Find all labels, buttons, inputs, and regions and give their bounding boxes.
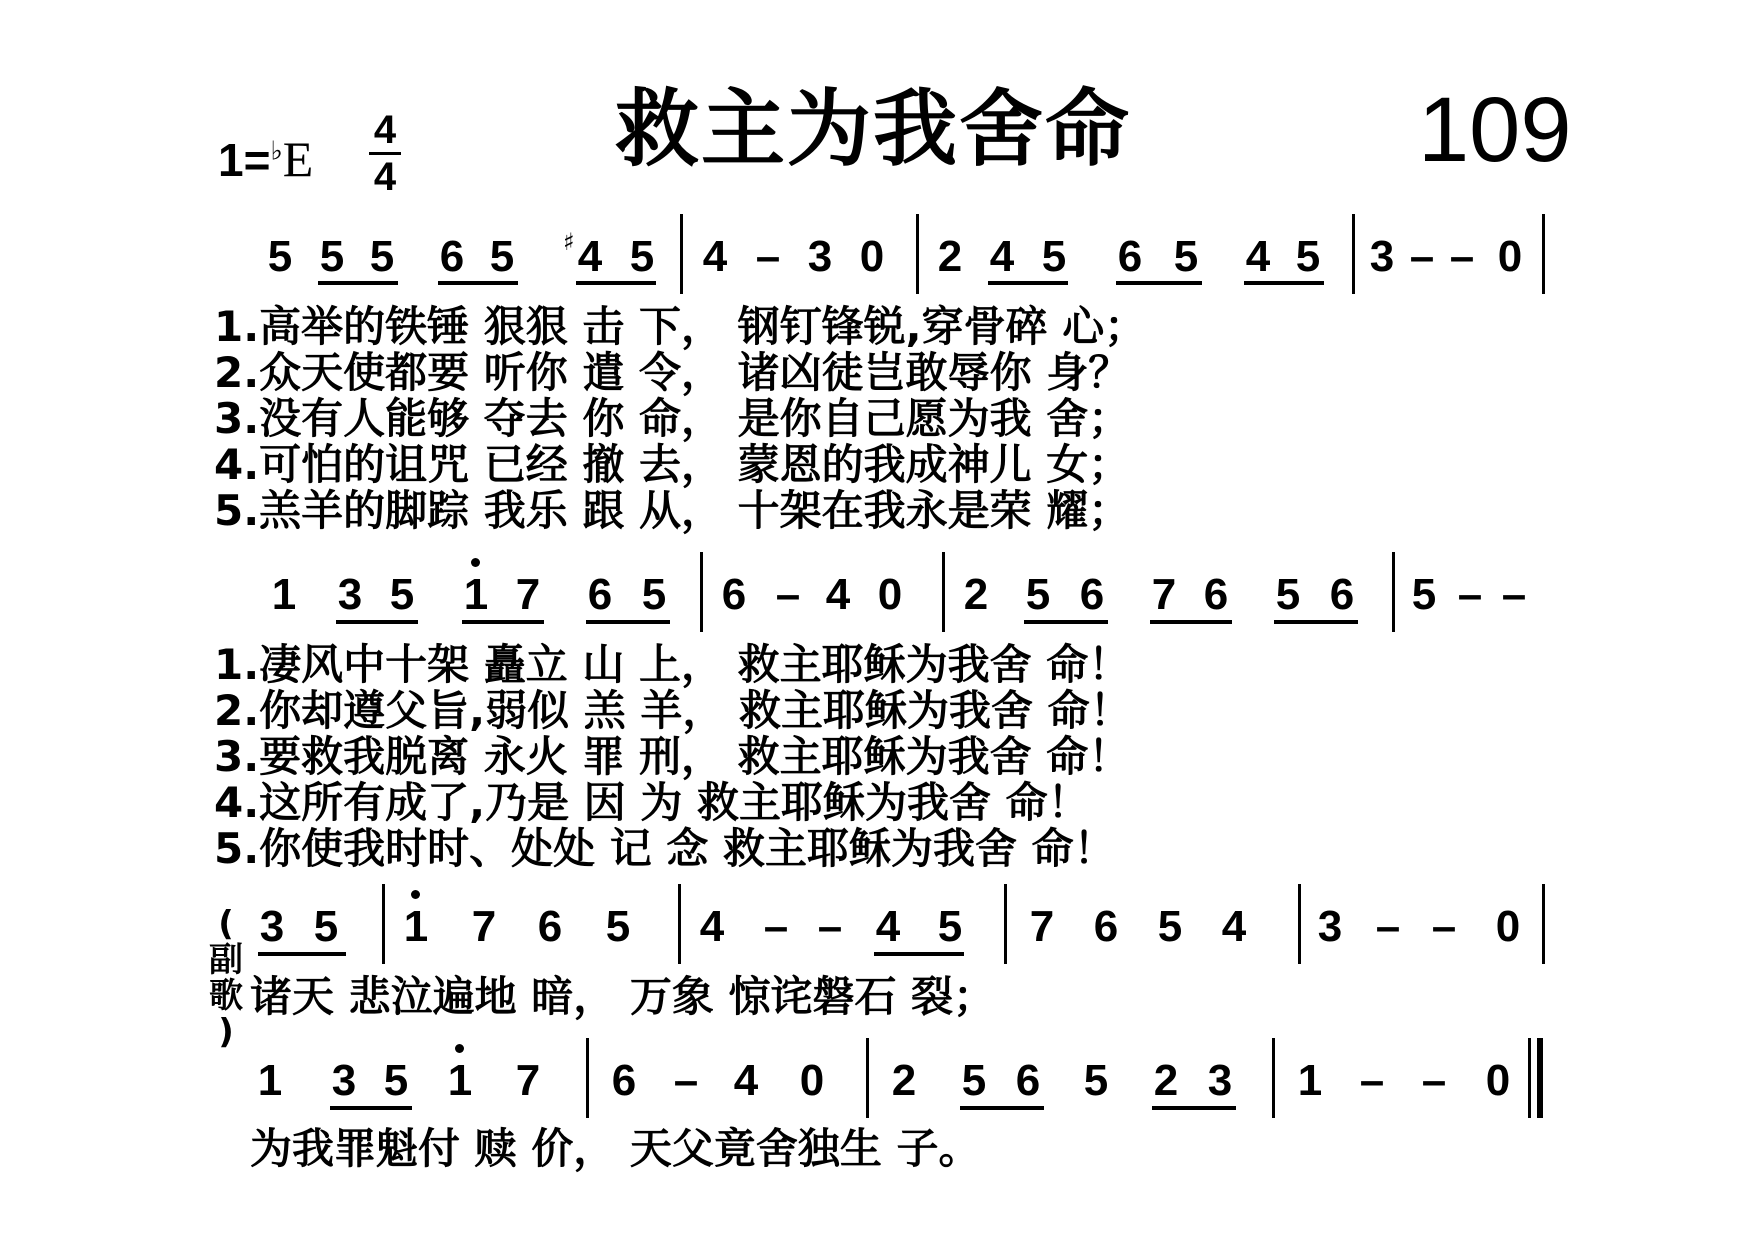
eighth-beam (960, 1106, 1044, 1110)
note: 5 (1295, 232, 1321, 281)
note: 5 (937, 902, 963, 951)
eighth-beam (462, 620, 544, 624)
key-prefix: 1= (218, 134, 271, 186)
note: – (1449, 232, 1475, 281)
lyric-line: 1.高举的铁锤 狠狠 击 下， 钢钉锋锐,穿骨碎 心； (214, 302, 1147, 351)
note: 6 (439, 232, 465, 281)
eighth-beam (1152, 1106, 1236, 1110)
note: 5 (383, 1056, 409, 1105)
note: 5 (319, 232, 345, 281)
note: 4 (702, 232, 728, 281)
note: 2 (1153, 1056, 1179, 1105)
note: 5 (489, 232, 515, 281)
lyric-line: 5.羔羊的脚踪 我乐 跟 从， 十架在我永是荣 耀； (214, 486, 1131, 535)
key-letter: E (282, 131, 314, 187)
bar-line (1298, 884, 1301, 964)
note: 2 (963, 570, 989, 619)
note: 7 (515, 570, 541, 619)
eighth-beam (438, 281, 518, 285)
sharp-sign: ♯ (563, 228, 575, 256)
note: 4 (1245, 232, 1271, 281)
eighth-beam (586, 620, 670, 624)
note: – (755, 232, 781, 281)
bar-line (866, 1038, 869, 1118)
bar-line (586, 1038, 589, 1118)
note: 2 (891, 1056, 917, 1105)
note: – (673, 1056, 699, 1105)
note: 5 (1041, 232, 1067, 281)
bar-line (1542, 884, 1545, 964)
bar-line (680, 214, 683, 294)
note: 1 (271, 570, 297, 619)
note: 5 (267, 232, 293, 281)
eighth-beam (576, 281, 656, 285)
note: – (817, 902, 843, 951)
note: 6 (1203, 570, 1229, 619)
note: – (775, 570, 801, 619)
chorus-label: ( 副歌 ) (206, 906, 246, 1050)
final-bar-line-thick (1537, 1038, 1543, 1118)
note: 0 (877, 570, 903, 619)
note: 6 (1093, 902, 1119, 951)
note: 5 (1025, 570, 1051, 619)
hymn-number: 109 (1418, 79, 1572, 181)
note: 4 (989, 232, 1015, 281)
lyric-line: 2.你却遵父旨,弱似 羔 羊， 救主耶稣为我舍 命！ (214, 686, 1132, 735)
lyric-line: 3.没有人能够 夺去 你 命， 是你自己愿为我 舍； (214, 394, 1131, 443)
note: 0 (1485, 1056, 1511, 1105)
note: 5 (641, 570, 667, 619)
high-octave-dot (411, 890, 420, 899)
note: 0 (1497, 232, 1523, 281)
note: 4 (699, 902, 725, 951)
note: 3 (1317, 902, 1343, 951)
flat-sign: ♭ (270, 135, 283, 166)
note: 1 (447, 1056, 473, 1105)
note: 5 (629, 232, 655, 281)
note: 7 (1029, 902, 1055, 951)
note: 7 (471, 902, 497, 951)
time-top: 4 (373, 108, 397, 152)
note: 5 (389, 570, 415, 619)
note: 5 (1157, 902, 1183, 951)
note: 2 (937, 232, 963, 281)
note: 3 (807, 232, 833, 281)
bar-line (942, 552, 945, 632)
note: 6 (1117, 232, 1143, 281)
note: – (1359, 1056, 1385, 1105)
note: 6 (1015, 1056, 1041, 1105)
note: 5 (1173, 232, 1199, 281)
note: 1 (257, 1056, 283, 1105)
note: – (1409, 232, 1435, 281)
note: 7 (515, 1056, 541, 1105)
note: 3 (331, 1056, 357, 1105)
note: 5 (1411, 570, 1437, 619)
note: 6 (1329, 570, 1355, 619)
eighth-beam (318, 281, 398, 285)
time-signature (365, 108, 405, 199)
note: – (763, 902, 789, 951)
lyric-line: 2.众天使都要 听你 遣 令， 诸凶徒岂敢辱你 身？ (214, 348, 1131, 397)
eighth-beam (1024, 620, 1108, 624)
note: – (1431, 902, 1457, 951)
note: 0 (799, 1056, 825, 1105)
eighth-beam (1244, 281, 1324, 285)
eighth-beam (988, 281, 1068, 285)
note: 6 (537, 902, 563, 951)
note: 1 (1297, 1056, 1323, 1105)
note: 5 (961, 1056, 987, 1105)
bar-line (382, 884, 385, 964)
note: 6 (587, 570, 613, 619)
note: – (1501, 570, 1527, 619)
note: 6 (1079, 570, 1105, 619)
note: 4 (875, 902, 901, 951)
note: 4 (825, 570, 851, 619)
note: 4 (1221, 902, 1247, 951)
bar-line (700, 552, 703, 632)
bar-line (916, 214, 919, 294)
bar-line (1004, 884, 1007, 964)
bar-line (678, 884, 681, 964)
note: – (1457, 570, 1483, 619)
note: 3 (259, 902, 285, 951)
note: 0 (859, 232, 885, 281)
eighth-beam (330, 1106, 412, 1110)
eighth-beam (1116, 281, 1202, 285)
note: 7 (1151, 570, 1177, 619)
lyric-line: 为我罪魁付 赎 价， 天父竟舍独生 子。 (250, 1124, 981, 1173)
bar-line (1272, 1038, 1275, 1118)
note: 0 (1495, 902, 1521, 951)
note: 4 (733, 1056, 759, 1105)
hymn-title: 救主为我舍命 (615, 80, 1132, 178)
final-bar-line-thin (1528, 1038, 1531, 1118)
eighth-beam (258, 952, 346, 956)
note: 5 (1275, 570, 1301, 619)
chorus-label-text: 副歌 (209, 940, 243, 1016)
bar-line (1352, 214, 1355, 294)
eighth-beam (874, 952, 964, 956)
note: 1 (463, 570, 489, 619)
note: 5 (313, 902, 339, 951)
note: 4 (577, 232, 603, 281)
note: 3 (1207, 1056, 1233, 1105)
bar-line (1542, 214, 1545, 294)
eighth-beam (1150, 620, 1232, 624)
lyric-line: 4.可怕的诅咒 已经 撤 去， 蒙恩的我成神儿 女； (214, 440, 1131, 489)
eighth-beam (1274, 620, 1358, 624)
note: 3 (1369, 232, 1395, 281)
note: 1 (403, 902, 429, 951)
time-bottom: 4 (373, 155, 397, 199)
eighth-beam (336, 620, 418, 624)
high-octave-dot (471, 558, 480, 567)
note: 6 (611, 1056, 637, 1105)
note: 3 (337, 570, 363, 619)
lyric-line: 3.要救我脱离 永火 罪 刑， 救主耶稣为我舍 命！ (214, 732, 1131, 781)
note: 5 (369, 232, 395, 281)
lyric-line: 5.你使我时时、处处 记 念 救主耶稣为我舍 命！ (214, 824, 1116, 873)
note: – (1375, 902, 1401, 951)
lyric-line: 1.凄风中十架 矗立 山 上， 救主耶稣为我舍 命！ (214, 640, 1131, 689)
note: – (1421, 1056, 1447, 1105)
note: 5 (1083, 1056, 1109, 1105)
lyric-line: 诸天 悲泣遍地 暗， 万象 惊诧磐石 裂； (250, 972, 996, 1021)
lyric-line: 4.这所有成了,乃是 因 为 救主耶稣为我舍 命！ (214, 778, 1090, 827)
high-octave-dot (455, 1044, 464, 1053)
bar-line (1392, 552, 1395, 632)
note: 5 (605, 902, 631, 951)
note: 6 (721, 570, 747, 619)
key-signature (218, 130, 313, 188)
